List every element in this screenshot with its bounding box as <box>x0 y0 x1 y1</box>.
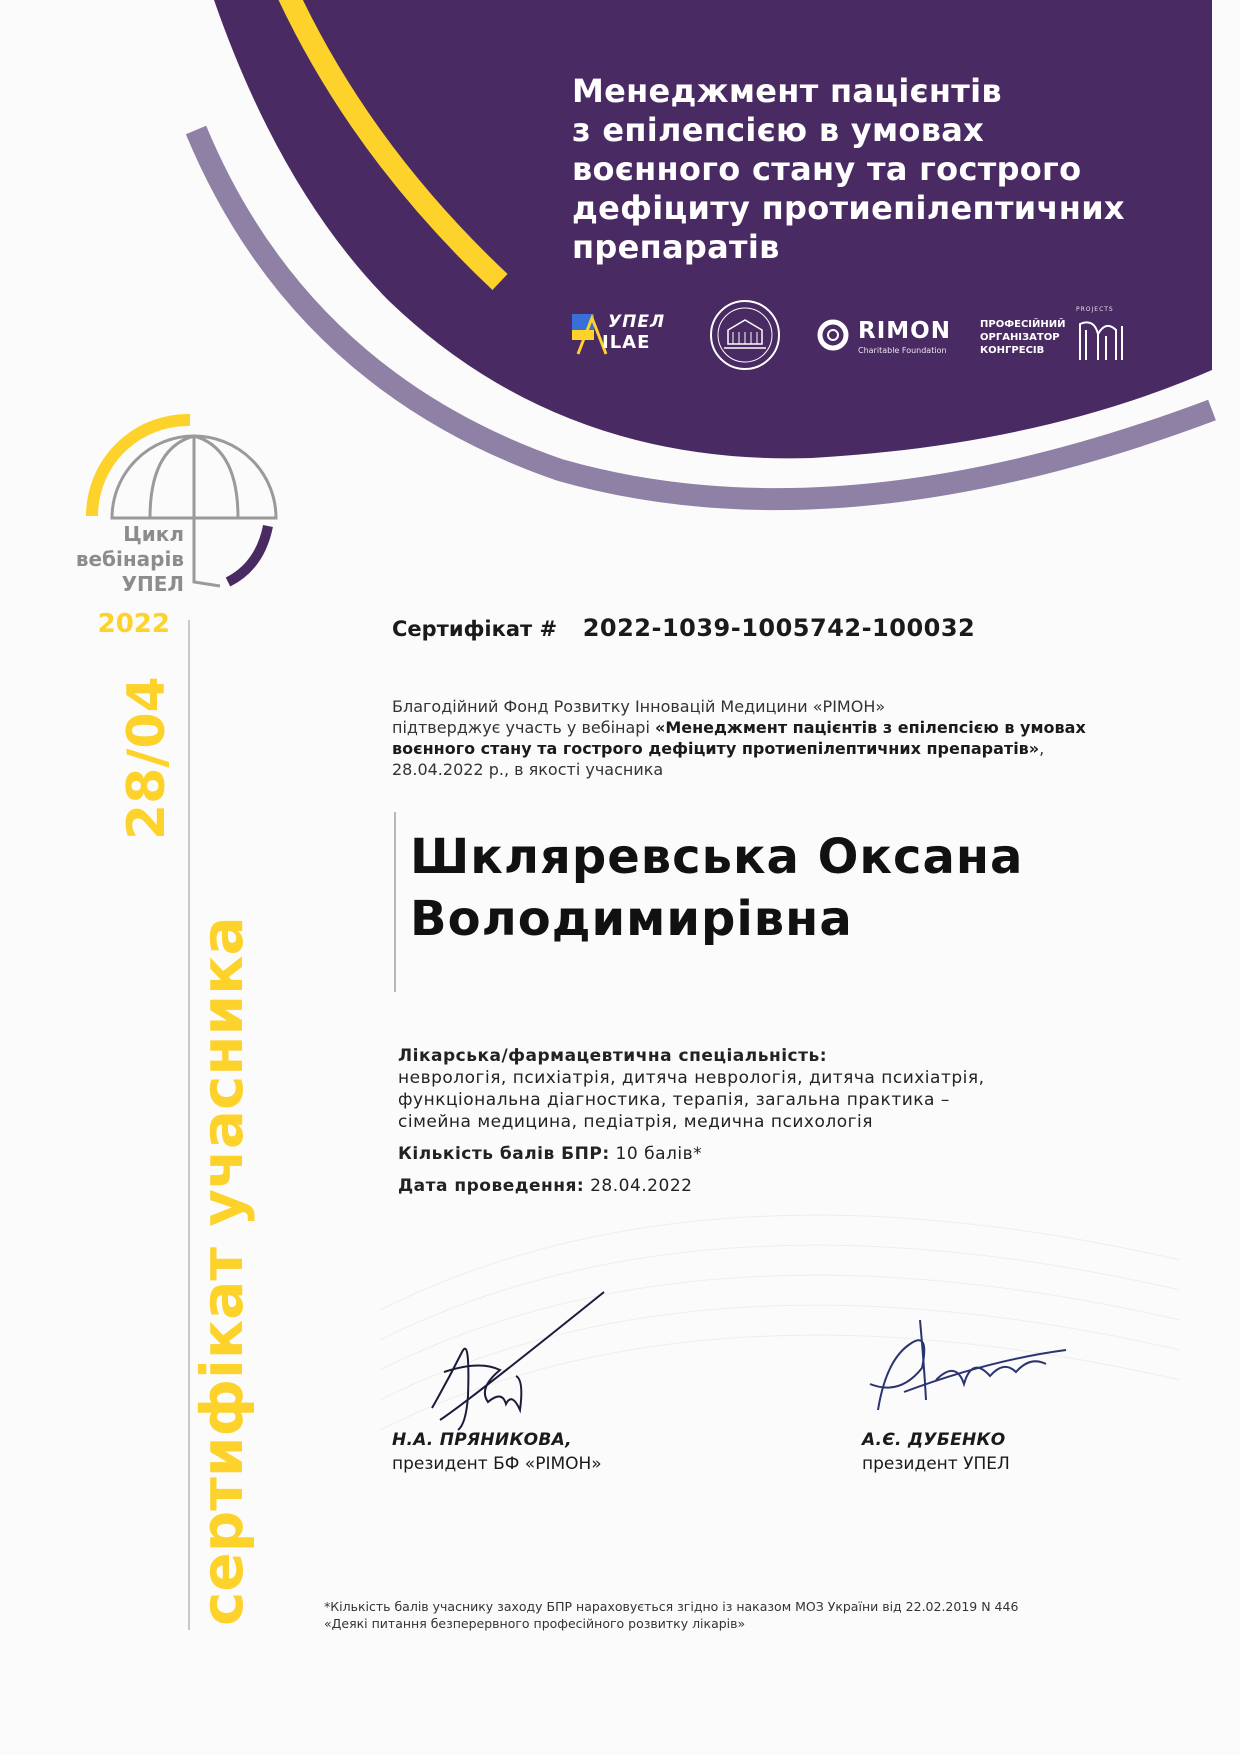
ilae-logo-text: ILAE <box>602 332 651 353</box>
signatory-role: президент БФ «РІМОН» <box>392 1454 602 1474</box>
university-seal-logo <box>708 298 782 372</box>
webinar-title: «Менеджмент пацієнтів з епілепсією в умовах воєнного стану та гострого дефіциту протиепілептичних препаратів» <box>392 718 1086 758</box>
vertical-certificate-text: сертифікат учасника <box>188 916 256 1626</box>
intro-line1: Благодійний Фонд Розвитку Інновацій Медицини «РІМОН» <box>392 697 886 716</box>
details-block <box>398 1045 1118 1197</box>
webinar-cycle-label <box>62 522 184 597</box>
partner-logos <box>572 298 1132 378</box>
footnote-line1: *Кількість балів учаснику заходу БПР нараховується згідно із наказом МОЗ України від 22.02.2019 N 446 <box>324 1599 1019 1614</box>
header-title-line: воєнного стану та гострого <box>572 150 1082 188</box>
organizer-line: КОНГРЕСІВ <box>980 345 1045 356</box>
specialty-label: Лікарська/фармацевтична спеціальність: <box>398 1046 828 1066</box>
header-title-line: Менеджмент пацієнтів <box>572 72 1002 110</box>
signature-block-left <box>392 1428 602 1476</box>
date-label: Дата проведення: <box>398 1176 585 1196</box>
date-value: 28.04.2022 <box>590 1176 693 1196</box>
points-label: Кількість балів БПР: <box>398 1144 610 1164</box>
upel-ilae-logo <box>572 312 676 356</box>
projects-monogram-icon <box>1076 316 1130 362</box>
signature-block-right <box>862 1428 1010 1476</box>
cycle-line: вебінарів <box>75 547 184 571</box>
participant-name-line1: Шкляревська Оксана <box>410 829 1024 885</box>
signature-right <box>870 1320 1066 1410</box>
header-title-line: дефіциту протиепілептичних <box>572 189 1125 227</box>
organizer-line: ОРГАНІЗАТОР <box>980 332 1060 343</box>
intro-paragraph <box>392 696 1092 780</box>
footnote-line2: «Деякі питання безперервного професійного розвитку лікарів» <box>324 1616 746 1631</box>
signatory-name: Н.А. ПРЯНИКОВА, <box>392 1430 572 1450</box>
date-row <box>398 1175 1118 1197</box>
specialty-line: сімейна медицина, педіатрія, медична психологія <box>398 1112 873 1132</box>
header-title-line: препаратів <box>572 228 780 266</box>
certificate-number-line <box>392 614 975 642</box>
vertical-year: 2022 <box>97 609 170 639</box>
certificate-label: Сертифікат # <box>392 617 558 641</box>
signatory-role: президент УПЕЛ <box>862 1454 1010 1474</box>
organizer-line: ПРОФЕСІЙНИЙ <box>980 319 1066 330</box>
university-seal-icon <box>708 298 782 372</box>
name-divider <box>394 812 396 992</box>
points-value: 10 балів* <box>615 1144 703 1164</box>
faint-watermark-lines <box>380 1215 1180 1430</box>
projects-mark-text: PROJECTS <box>1076 306 1114 313</box>
cycle-line: УПЕЛ <box>121 572 184 596</box>
signatory-name: А.Є. ДУБЕНКО <box>862 1430 1006 1450</box>
intro-prefix: підтверджує участь у вебінарі <box>392 718 655 737</box>
participant-name-line2: Володимирівна <box>410 891 853 947</box>
certificate-number: 2022-1039-1005742-100032 <box>582 614 976 642</box>
vertical-date: 28/04 <box>117 676 177 840</box>
vertical-date-block <box>97 609 177 842</box>
vertical-certificate-title <box>170 800 260 1630</box>
points-row <box>398 1143 1118 1165</box>
header-title <box>572 72 1172 267</box>
participant-name <box>410 826 1130 950</box>
organizer-logo <box>980 306 1130 362</box>
upel-logo-text: УПЕЛ <box>608 312 666 332</box>
specialty-line: неврологія, психіатрія, дитяча неврологія, дитяча психіатрія, <box>398 1068 985 1088</box>
header-title-line: з епілепсією в умовах <box>572 111 985 149</box>
rimon-logo <box>816 318 956 358</box>
signature-left <box>432 1292 604 1430</box>
footnote <box>324 1598 1184 1632</box>
cycle-line: Цикл <box>123 522 184 546</box>
rimon-logo-name: RIMON <box>858 318 951 344</box>
rimon-ring-icon <box>816 318 850 352</box>
intro-suffix: , 28.04.2022 р., в якості учасника <box>392 739 1045 779</box>
rimon-logo-subtitle: Charitable Foundation <box>858 346 947 355</box>
specialty-line: функціональна діагностика, терапія, загальна практика – <box>398 1090 950 1110</box>
intro-line2 <box>392 717 1092 780</box>
